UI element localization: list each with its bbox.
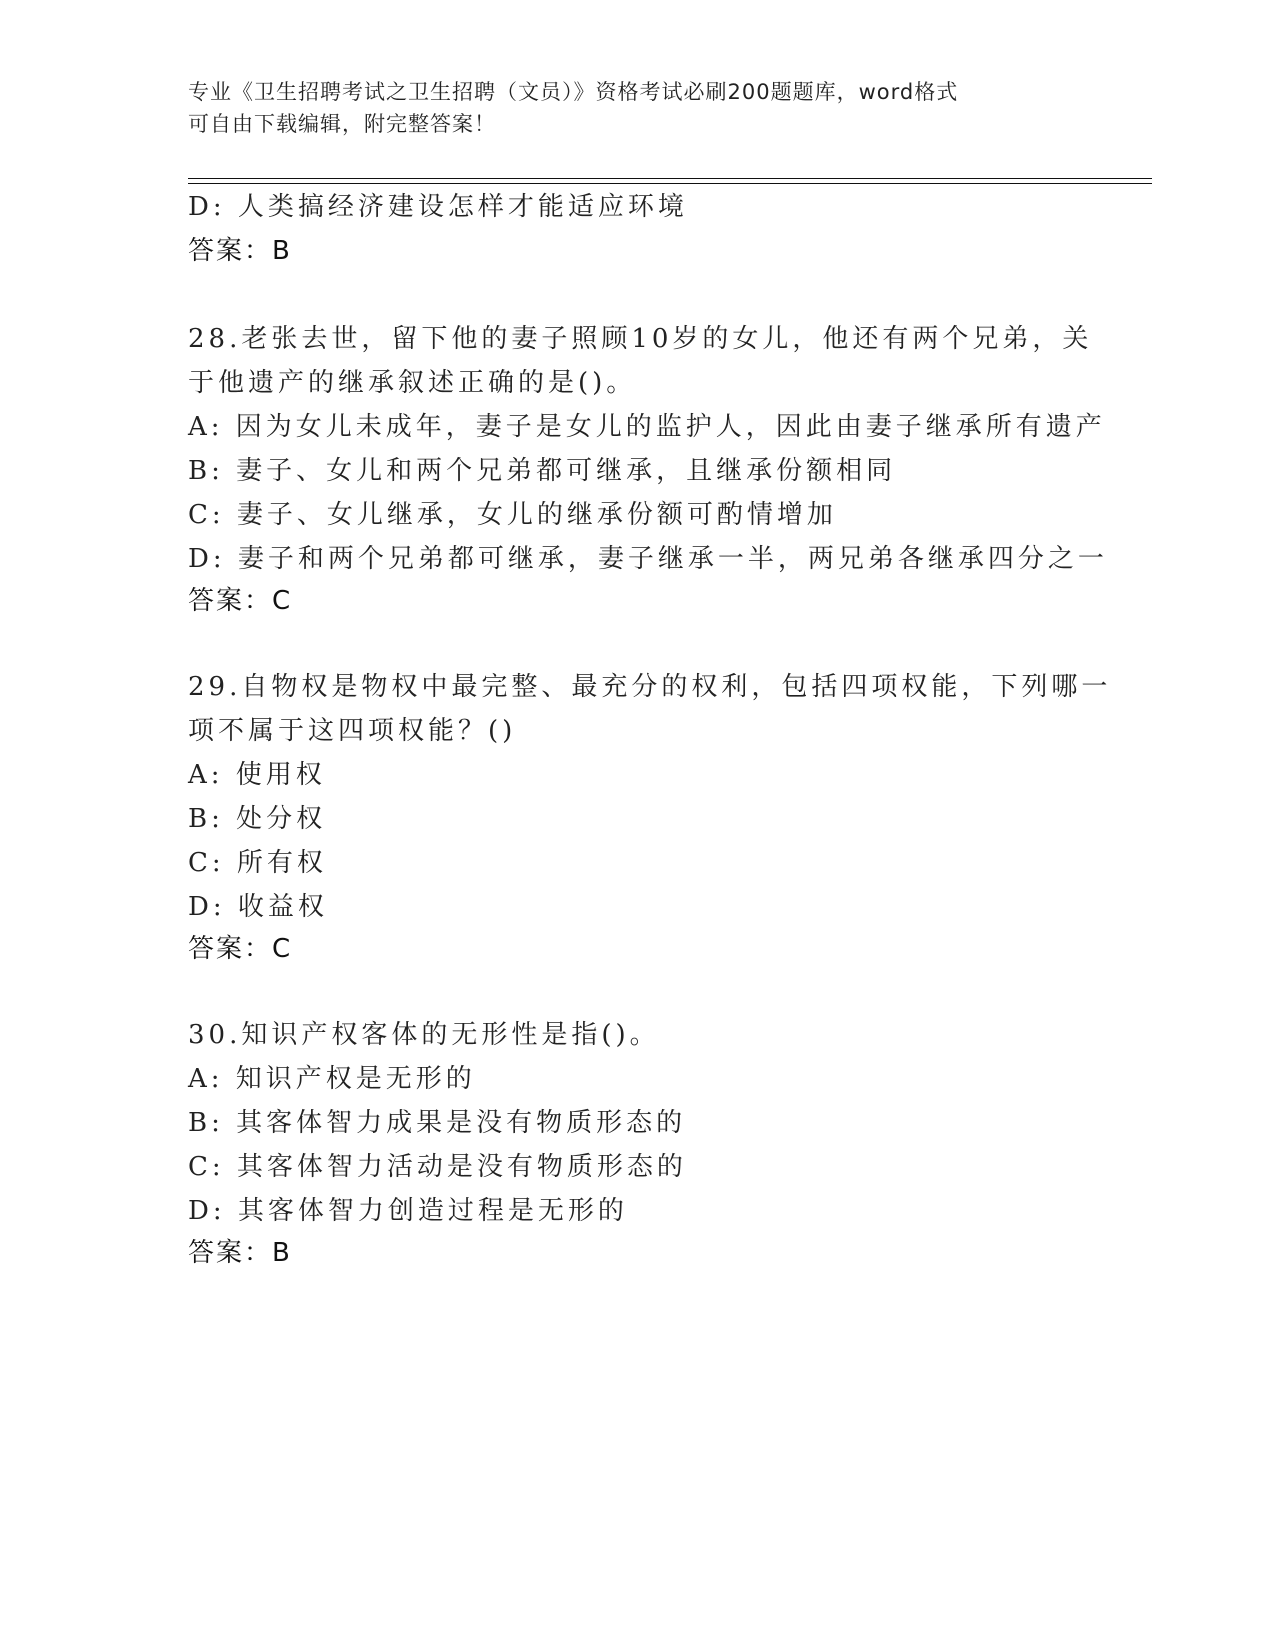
q30-option-d: D: 其客体智力创造过程是无形的: [188, 1196, 628, 1226]
q28-option-d: D: 妻子和两个兄弟都可继承，妻子继承一半，两兄弟各继承四分之一: [188, 544, 1108, 574]
q28-stem-line-1: 28.老张去世，留下他的妻子照顾10岁的女儿，他还有两个兄弟，关: [188, 324, 1093, 354]
document-header: [188, 76, 1068, 140]
q29-answer: 答案：C: [188, 934, 293, 964]
q29-option-a: A: 使用权: [188, 760, 326, 790]
q30-option-a: A: 知识产权是无形的: [188, 1064, 476, 1094]
q30-stem-line-1: 30.知识产权客体的无形性是指()。: [188, 1020, 660, 1050]
q29-option-c: C: 所有权: [188, 848, 327, 878]
q30-answer: 答案：B: [188, 1238, 292, 1268]
header-line-1: 专业《卫生招聘考试之卫生招聘（文员）》资格考试必刷200题题库，word格式: [188, 80, 959, 104]
q28-stem-line-2: 于他遗产的继承叙述正确的是()。: [188, 368, 637, 398]
header-divider-top: [188, 178, 1152, 179]
q29-stem-line-2: 项不属于这四项权能？(): [188, 716, 517, 746]
header-divider-bottom: [188, 183, 1152, 184]
header-line-2: 可自由下载编辑，附完整答案！: [188, 112, 496, 136]
q28-answer: 答案：C: [188, 586, 293, 616]
q29-option-d: D: 收益权: [188, 892, 328, 922]
q29-stem-line-1: 29.自物权是物权中最完整、最充分的权利，包括四项权能，下列哪一: [188, 672, 1112, 702]
prev-answer: 答案：B: [188, 236, 292, 266]
q30-option-c: C: 其客体智力活动是没有物质形态的: [188, 1152, 687, 1182]
q30-option-b: B: 其客体智力成果是没有物质形态的: [188, 1108, 687, 1138]
q28-option-a: A: 因为女儿未成年，妻子是女儿的监护人，因此由妻子继承所有遗产: [188, 412, 1106, 442]
q28-option-b: B: 妻子、女儿和两个兄弟都可继承，且继承份额相同: [188, 456, 897, 486]
q28-option-c: C: 妻子、女儿继承，女儿的继承份额可酌情增加: [188, 500, 837, 530]
q29-option-b: B: 处分权: [188, 804, 327, 834]
prev-option-d: D: 人类搞经济建设怎样才能适应环境: [188, 192, 688, 222]
